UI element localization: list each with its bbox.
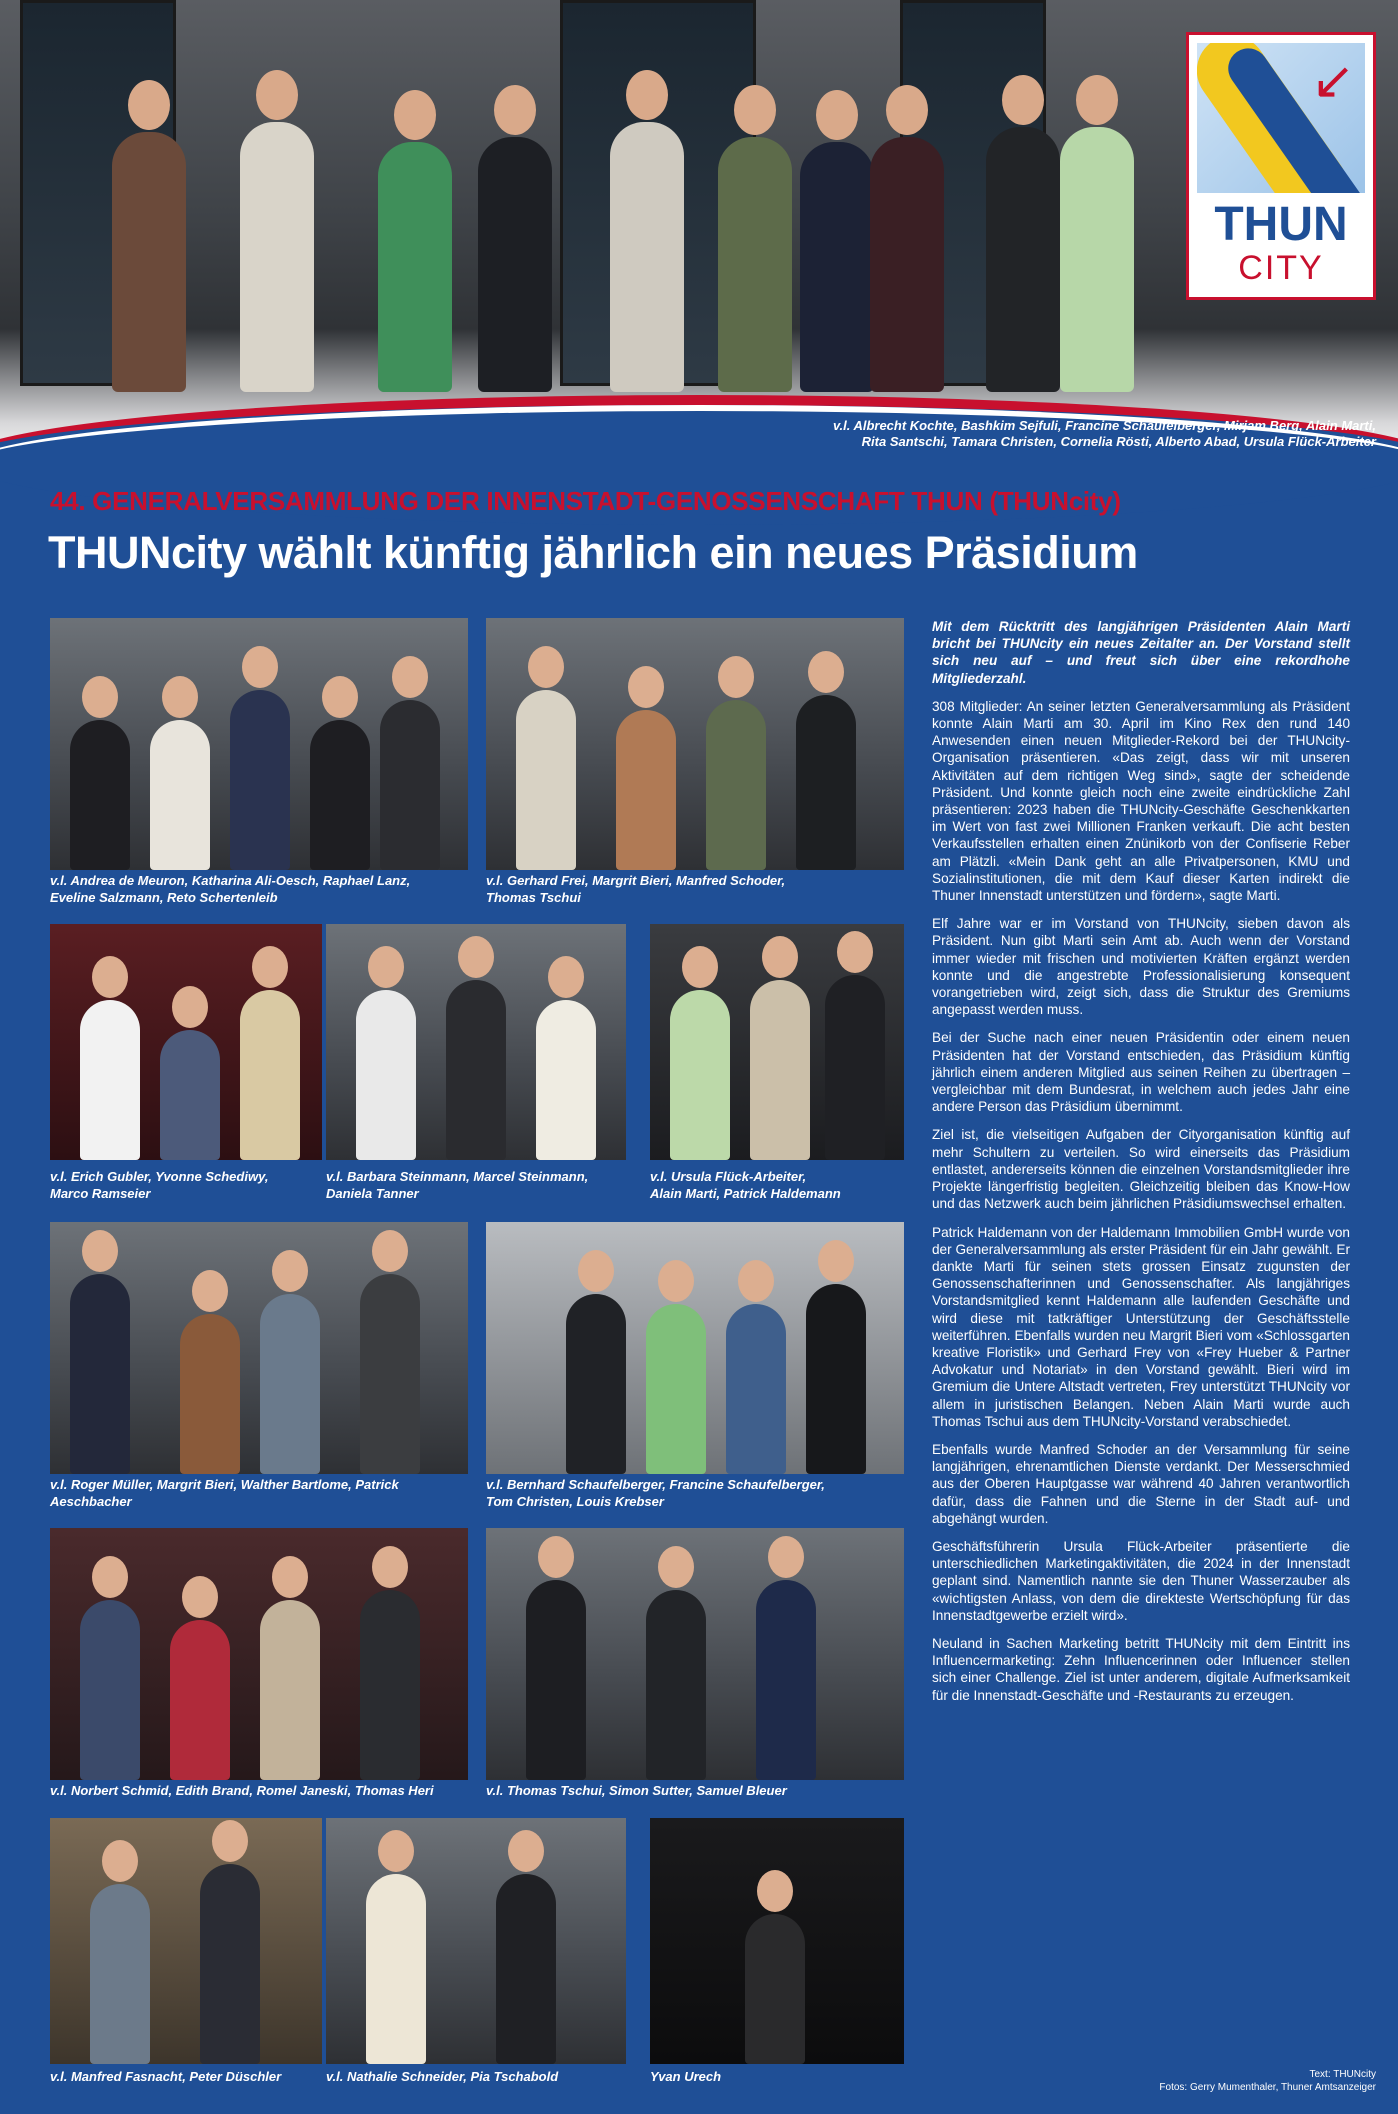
- event-photo: [50, 1818, 322, 2064]
- event-photo: [50, 924, 322, 1160]
- person-figure: [800, 142, 874, 392]
- article-paragraph: Neuland in Sachen Marketing betritt THUNcity mit dem Eintritt ins Influencermarketing: Zehn Influencerinnen oder Influencer stellen sich einer Challenge. Ziel ist unter anderem, digitale Aufmerksamkeit für die Innenstadt-Geschäfte und -Restaurants zu erzeugen.: [932, 1635, 1350, 1703]
- logo-text-city: CITY: [1238, 249, 1324, 287]
- logo-text-thun: THUN: [1214, 198, 1348, 251]
- text-credit: Text: THUNcity: [1309, 2069, 1376, 2080]
- photo-caption: v.l. Bernhard Schaufelberger, Francine Schaufelberger, Tom Christen, Louis Krebser: [486, 1477, 825, 1509]
- photo-caption: v.l. Erich Gubler, Yvonne Schediwy, Marco Ramseier: [50, 1169, 269, 1201]
- credits: [1159, 2068, 1376, 2094]
- article-paragraph: Patrick Haldemann von der Haldemann Immobilien GmbH wurde von der Generalversammlung als erster Präsident für ein Jahr gewählt. Er dankte Marti für seinen stets grossen Einsatz zugunsten der Genossenschafterinnen und Genossenschafter. Als langjähriges Vorstandsmitglied kennt Haldemann alle laufenden Geschäfte und wird diese mit tatkräftiger Unterstützung der Geschäftsstelle weiterführen. Ebenfalls wurden neu Margrit Bieri vom «Schlossgarten kreative Floristik» und Gerhard Frey von «Frey Hueber & Partner Advokatur und Notariat» in den Vorstand gewählt. Bieri wird im Gremium die Untere Altstadt vertreten, Frey unterstützt THUNcity vor allem in juristischen Belangen. Neben Alain Marti wurde auch Thomas Tschui aus dem THUNcity-Vorstand verabschiedet.: [932, 1224, 1350, 1429]
- kicker-title: 44. GENERALVERSAMMLUNG DER INNENSTADT-GENOSSENSCHAFT THUN (THUNcity): [50, 486, 1121, 516]
- person-figure: [718, 137, 792, 392]
- event-photo: [486, 1528, 904, 1780]
- event-photo: [650, 924, 904, 1160]
- event-photo: [326, 1818, 626, 2064]
- person-figure: [1060, 127, 1134, 392]
- photo-caption: v.l. Thomas Tschui, Simon Sutter, Samuel Bleuer: [486, 1783, 787, 1798]
- article-paragraph: Ziel ist, die vielseitigen Aufgaben der Cityorganisation künftig auf mehr Schultern zu verteilen. So wird einerseits das Präsidium entlastet, andererseits können die einzelnen Vorstandsmitglieder ihre Projekte längerfristig begleiten. Gleichzeitig bleiben das Know-How und das Netzwerk auch beim jährlichen Präsidiumswechsel erhalten.: [932, 1127, 1350, 1212]
- person-figure: [240, 122, 314, 392]
- photo-caption: v.l. Gerhard Frei, Margrit Bieri, Manfred Schoder, Thomas Tschui: [486, 873, 786, 905]
- page-title: THUNcity wählt künftig jährlich ein neues Präsidium: [48, 527, 1138, 578]
- article-paragraph: 308 Mitglieder: An seiner letzten Generalversammlung als Präsident konnte Alain Marti am 30. April im Kino Rex den rund 140 Anwesenden einen neuen Mitglieder-Rekord bei der THUNcity-Organisation präsentieren. «Das zeigt, dass wir mit unseren Aktivitäten auf dem richtigen Weg sind», sagte der scheidende Präsident. Und konnte gleich noch eine zweite eindrückliche Zahl präsentieren: 2023 haben die THUNcity-Geschäfte Geschenkkarten im Wert von fast zwei Millionen Franken verkauft. Die acht besten Verkaufsstellen erhalten einen Znünikorb von der Confiserie Reber am Plätzli. «Mein Dank geht an alle Privatpersonen, KMU und Sozialinstitutionen, die mit dem Kauf dieser Karten indirekt die Thuner Innenstadt unterstützen und fördern», sagte Marti.: [932, 698, 1350, 904]
- article-paragraph: Geschäftsführerin Ursula Flück-Arbeiter präsentierte die unterschiedlichen Marketingaktivitäten, die 2024 in der Innenstadt geplant sind. Namentlich nannte sie den Thuner Wasserzauber als «wichtigsten Anlass, von dem die direkteste Wertschöpfung für das Innenstadtgewerbe erzielt wird».: [932, 1538, 1350, 1623]
- photo-caption: v.l. Ursula Flück-Arbeiter, Alain Marti, Patrick Haldemann: [650, 1169, 841, 1201]
- photo-caption: v.l. Roger Müller, Margrit Bieri, Walther Bartlome, Patrick Aeschbacher: [50, 1477, 399, 1509]
- person-figure: [478, 137, 552, 392]
- event-photo: [50, 618, 468, 870]
- article-lead: Mit dem Rücktritt des langjährigen Präsidenten Alain Marti bricht bei THUNcity ein neues Zeitalter an. Der Vorstand stellt sich neu auf – und freut sich über eine rekordhohe Mitgliederzahl.: [932, 619, 1350, 686]
- article-paragraph: Elf Jahre war er im Vorstand von THUNcity, sieben davon als Präsident. Nun gibt Marti sein Amt ab. Auch wenn der Vorstand immer wieder mit frischen und motivierten Kräften ergänzt werden konnte und die angestrebte Professionalisierung konsequent vorangetrieben wird, zeigt sich, dass die Struktur des Gremiums angepasst werden muss.: [932, 916, 1350, 1018]
- event-photo: [650, 1818, 904, 2064]
- photo-caption: v.l. Andrea de Meuron, Katharina Ali-Oesch, Raphael Lanz, Eveline Salzmann, Reto Schertenleib: [50, 873, 411, 905]
- article-body: [932, 618, 1350, 1715]
- article-paragraph: Ebenfalls wurde Manfred Schoder an der Versammlung für seine langjährigen, ehrenamtlichen Dienste verdankt. Der Messerschmied aus der Oberen Hauptgasse war während 40 Jahren verantwortlich dafür, dass die Fahnen und die Sterne in der Stadt auf- und abgehängt wurden.: [932, 1441, 1350, 1526]
- photo-caption: v.l. Manfred Fasnacht, Peter Düschler: [50, 2069, 282, 2084]
- photo-caption: v.l. Barbara Steinmann, Marcel Steinmann, Daniela Tanner: [326, 1169, 589, 1201]
- article-paragraph: Bei der Suche nach einer neuen Präsidentin oder einem neuen Präsidenten hat der Vorstand entschieden, das Präsidium künftig jährlich einem anderen Mitglied aus seinen Reihen zu übertragen – vergleichbar mit dem Bundesrat, in welchem auch jedes Jahr eine andere Person das Präsidium übernimmt.: [932, 1030, 1350, 1115]
- person-figure: [986, 127, 1060, 392]
- map-arrow-icon: ↙: [1197, 43, 1365, 193]
- person-figure: [378, 142, 452, 392]
- person-figure: [870, 137, 944, 392]
- event-photo: [50, 1528, 468, 1780]
- photo-caption: v.l. Norbert Schmid, Edith Brand, Romel Janeski, Thomas Heri: [50, 1783, 434, 1798]
- photo-caption: v.l. Nathalie Schneider, Pia Tschabold: [326, 2069, 559, 2084]
- photo-credit: Fotos: Gerry Mumenthaler, Thuner Amtsanzeiger: [1159, 2082, 1376, 2093]
- person-figure: [610, 122, 684, 392]
- person-figure: [112, 132, 186, 392]
- event-photo: [326, 924, 626, 1160]
- event-photo: [486, 1222, 904, 1474]
- event-photo: [50, 1222, 468, 1474]
- photo-caption: Yvan Urech: [650, 2069, 722, 2084]
- hero-caption: v.l. Albrecht Kochte, Bashkim Sejfuli, Francine Schaufelberger, Mirjam Berg, Alain Marti, Rita Santschi, Tamara Christen, Cornelia Rösti, Alberto Abad, Ursula Flück-Arbeiter: [832, 418, 1376, 449]
- thuncity-logo: [1186, 32, 1376, 300]
- event-photo: [486, 618, 904, 870]
